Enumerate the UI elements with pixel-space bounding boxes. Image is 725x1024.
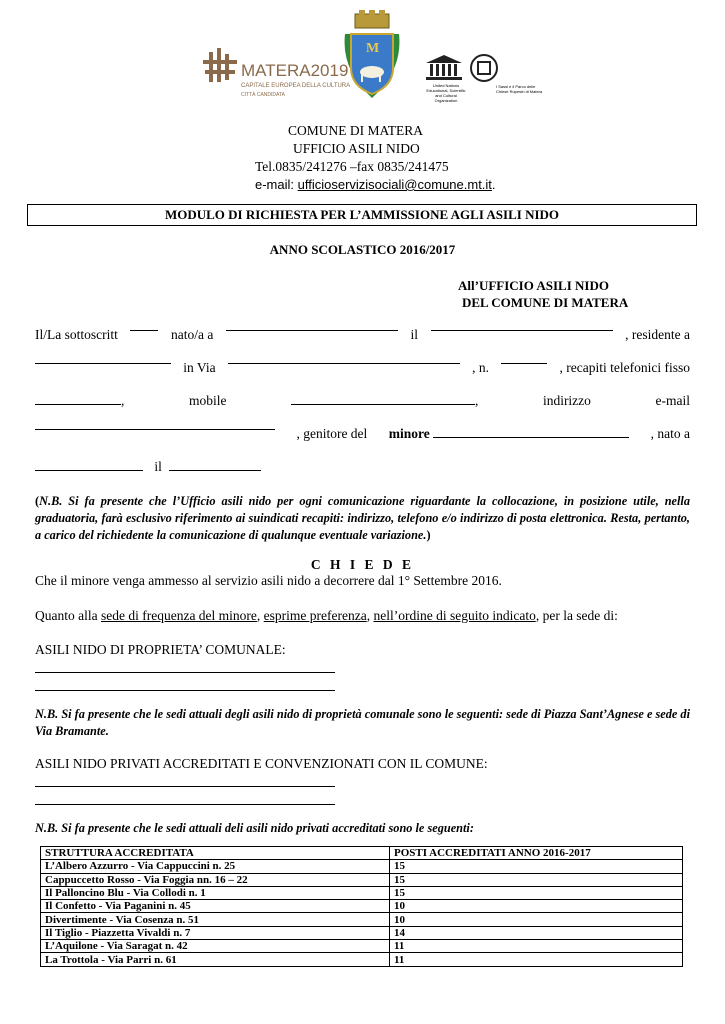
- unesco-logo: [424, 53, 464, 83]
- field-child-birthdate[interactable]: [169, 458, 261, 471]
- label-recapiti: , recapiti telefonici fisso: [559, 360, 690, 375]
- table-row: [41, 926, 683, 939]
- nb1-text: Si fa presente che l’Ufficio asili nido per ogni comunicazione riguardante la collocazione, in posizione utile, nella graduatoria, farà esclusivo riferimento ai suindicati recapiti: indirizzo, telefono e/o indirizzo di posta elettronica. Resta, pertanto, a carico del richiedente la comunicazione di qualunque eventuale variazione.: [35, 494, 690, 542]
- column-header: STRUTTURA ACCREDITATA: [41, 847, 390, 860]
- email-link[interactable]: ufficioservizisociali@comune.mt.it: [297, 177, 492, 192]
- matera-2019-logo: [203, 46, 353, 106]
- matera-sub: CITTÀ CANDIDATA: [241, 92, 285, 98]
- field-street-number[interactable]: [501, 351, 547, 364]
- structure-cell: Cappuccetto Rosso - Via Foggia nn. 16 – 22: [41, 873, 390, 886]
- matera-tagline: CAPITALE EUROPEA DELLA CULTURA: [241, 83, 351, 89]
- comune-name: COMUNE DI MATERA: [288, 123, 423, 138]
- accredited-nurseries-table: [40, 846, 683, 967]
- sassi-text: I Sassi e il Parco delle Chiese Rupestri di Matera: [496, 84, 543, 94]
- email-suffix: .: [491, 177, 496, 192]
- column-header: POSTI ACCREDITATI ANNO 2016-2017: [390, 847, 683, 860]
- form-line-5: [35, 450, 690, 483]
- places-cell: 14: [390, 926, 683, 939]
- places-cell: 15: [390, 886, 683, 899]
- form-title: MODULO DI RICHIESTA PER L’AMMISSIONE AGLI ASILI NIDO: [27, 204, 697, 226]
- pref-part-1: Quanto alla: [35, 608, 101, 623]
- preference-text: [35, 607, 690, 625]
- chiede-text: Che il minore venga ammesso al servizio asili nido a decorrere dal 1° Settembre 2016.: [35, 573, 502, 588]
- pref-part-3: ,: [256, 608, 264, 623]
- office-contact: [255, 122, 496, 194]
- applicant-form: [35, 318, 690, 483]
- field-street[interactable]: [228, 351, 460, 364]
- recipient-line-2: DEL COMUNE DI MATERA: [462, 295, 629, 310]
- form-line-2: [35, 351, 690, 384]
- nb1-close: ): [426, 528, 431, 542]
- table-row: [41, 913, 683, 926]
- office-email-line: [255, 176, 496, 194]
- form-line-1: [35, 318, 690, 351]
- label-minore: minore: [388, 426, 430, 441]
- label-genitore: , genitore del: [296, 426, 368, 441]
- pref-part-4: esprime preferenza: [263, 608, 367, 623]
- matera-brand: MATERA2019: [241, 61, 349, 80]
- private-choice-1[interactable]: [35, 786, 335, 787]
- label-email: e-mail: [655, 393, 690, 408]
- communal-choice-1[interactable]: [35, 672, 335, 673]
- world-heritage-icon: [469, 53, 499, 83]
- form-line-4: [35, 417, 690, 450]
- table-row: [41, 900, 683, 913]
- structure-cell: Il Confetto - Via Paganini n. 45: [41, 900, 390, 913]
- private-choice-2[interactable]: [35, 804, 335, 805]
- form-line-3: , mobile , indirizzo e-mail: [35, 384, 690, 417]
- field-child-birthplace[interactable]: [35, 458, 143, 471]
- pref-part-7: , per la sede di:: [535, 608, 618, 623]
- recipient-line-1: All’UFFICIO ASILI NIDO: [458, 278, 609, 293]
- label-nato: nato/a a: [170, 327, 214, 342]
- office-phone: Tel.0835/241276 –fax 0835/241475: [255, 159, 449, 174]
- field-child-name[interactable]: [433, 425, 629, 438]
- label-residente: , residente a: [625, 327, 690, 342]
- email-prefix: e-mail:: [255, 177, 298, 192]
- private-heading: ASILI NIDO PRIVATI ACCREDITATI E CONVENZIONATI CON IL COMUNE:: [35, 756, 488, 771]
- field-email[interactable]: [35, 417, 275, 430]
- chiede-heading: C H I E D E: [310, 557, 415, 572]
- recipient-address: [458, 277, 628, 311]
- table-row: [41, 953, 683, 966]
- nb-communal-sites: N.B. Si fa presente che le sedi attuali degli asili nido di proprietà comunale sono le seguenti: sede di Piazza Sant’Agnese e sede di Via Bramante.: [35, 707, 690, 738]
- field-residence[interactable]: [35, 351, 171, 364]
- svg-text:M: M: [366, 41, 380, 56]
- places-cell: 15: [390, 860, 683, 873]
- places-cell: 10: [390, 900, 683, 913]
- label-n: , n.: [472, 360, 489, 375]
- label-il: il: [410, 327, 418, 342]
- pref-part-5: ,: [366, 608, 374, 623]
- field-birthdate[interactable]: [431, 318, 613, 331]
- field-gender[interactable]: [130, 318, 158, 331]
- table-row: [41, 940, 683, 953]
- field-phone[interactable]: [35, 392, 121, 405]
- coat-of-arms-icon: [337, 10, 407, 102]
- table-row: [41, 860, 683, 873]
- nb1-label: N.B.: [39, 494, 63, 508]
- communal-heading: ASILI NIDO DI PROPRIETA’ COMUNALE:: [35, 642, 286, 657]
- nb-private-sites: N.B. Si fa presente che le sedi attuali deli asili nido privati accreditati sono le seguenti:: [35, 821, 474, 835]
- header-logos: [0, 8, 725, 108]
- label-indirizzo: indirizzo: [542, 393, 591, 408]
- places-cell: 11: [390, 953, 683, 966]
- structure-cell: Il Palloncino Blu - Via Collodi n. 1: [41, 886, 390, 899]
- structure-cell: Divertimente - Via Cosenza n. 51: [41, 913, 390, 926]
- places-cell: 11: [390, 940, 683, 953]
- label-nato-2: , nato a: [650, 426, 690, 441]
- places-cell: 10: [390, 913, 683, 926]
- nb-contact-notice: [35, 493, 690, 544]
- structure-cell: La Trottola - Via Parri n. 61: [41, 953, 390, 966]
- nb1-open: (: [35, 494, 40, 508]
- structure-cell: Il Tiglio - Piazzetta Vivaldi n. 7: [41, 926, 390, 939]
- communal-choice-2[interactable]: [35, 690, 335, 691]
- table-row: [41, 873, 683, 886]
- label-sottoscritt: Il/La sottoscritt: [35, 327, 118, 342]
- label-il-2: il: [154, 459, 162, 474]
- table-row: [41, 886, 683, 899]
- pref-part-2: sede di frequenza del minore: [100, 608, 257, 623]
- label-in-via: in Via: [183, 360, 216, 375]
- structure-cell: L’Albero Azzurro - Via Cappuccini n. 25: [41, 860, 390, 873]
- school-year: ANNO SCOLASTICO 2016/2017: [269, 242, 456, 257]
- unesco-text: United Nations Educational, Scientific and Cultural Organization: [426, 83, 466, 103]
- field-mobile[interactable]: [291, 392, 475, 405]
- office-name: UFFICIO ASILI NIDO: [293, 141, 420, 156]
- places-cell: 15: [390, 873, 683, 886]
- structure-cell: L’Aquilone - Via Saragat n. 42: [41, 940, 390, 953]
- pref-part-6: nell’ordine di seguito indicato: [373, 608, 536, 623]
- table-header-row: [41, 847, 683, 860]
- label-mobile: mobile: [188, 393, 227, 408]
- field-birthplace[interactable]: [226, 318, 398, 331]
